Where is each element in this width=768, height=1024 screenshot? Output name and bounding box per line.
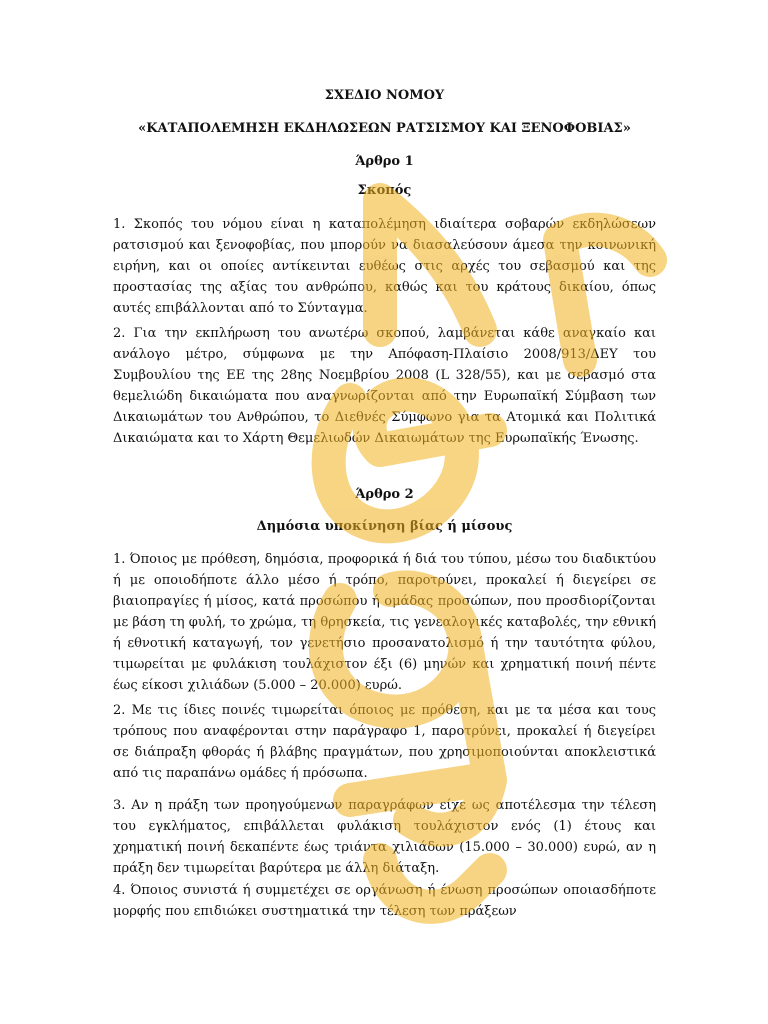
document-page xyxy=(113,0,656,1024)
article-2-paragraph-3: 3. Αν η πράξη των προηγούμενων παραγράφων είχε ως αποτέλεσμα την τέλεση του εγκλήματος, επιβάλλεται φυλάκιση τουλάχιστον ενός (1) έτους και χρηματική ποινή δεκαπέντε έως τριάντα χιλιάδων (15.000 – 30.000) ευρώ, αν η πράξη δεν τιμωρείται βαρύτερα με άλλη διάταξη. xyxy=(113,798,656,876)
article-1-paragraph-2: 2. Για την εκπλήρωση του ανωτέρω σκοπού, λαμβάνεται κάθε αναγκαίο και ανάλογο μέτρο, σύμφωνα με την Απόφαση-Πλαίσιο 2008/913/ΔΕΥ του Συμβουλίου της ΕΕ της 28ης Νοεμβρίου 2008 (L 328/55), και με σεβασμό στα θεμελιώδη δικαιώματα που αναγνωρίζονται από την Ευρωπαϊκή Σύμβαση των Δικαιωμάτων του Ανθρώπου, το Διεθνές Σύμφωνο για τα Ατομικά και Πολιτικά Δικαιώματα και το Χάρτη Θεμελιωδών Δικαιωμάτων της Ευρωπαϊκής Ένωσης. xyxy=(113,326,656,446)
article-1-heading: Άρθρο 1 xyxy=(355,154,414,169)
article-2-paragraph-4: 4. Όποιος συνιστά ή συμμετέχει σε οργάνωση ή ένωση προσώπων οποιασδήποτε μορφής που επιδιώκει συστηματικά την τέλεση των πράξεων xyxy=(113,883,656,919)
article-2-subheading: Δημόσια υποκίνηση βίας ή μίσους xyxy=(256,519,513,534)
document-title: ΣΧΕΔΙΟ ΝΟΜΟΥ xyxy=(324,88,445,103)
article-1-paragraph-1: 1. Σκοπός του νόμου είναι η καταπολέμηση ιδιαίτερα σοβαρών εκδηλώσεων ρατσισμού και ξενοφοβίας, που μπορούν να διασαλεύσουν άμεσα την κοινωνική ειρήνη, και οι οποίες αντίκεινται ευθέως στις αρχές του σεβασμού και της προστασίας της αξίας του ανθρώπου, καθώς και του κράτους δικαίου, όπως αυτές επιβάλλονται από το Σύνταγμα. xyxy=(113,217,656,316)
article-2-heading: Άρθρο 2 xyxy=(355,487,414,502)
article-1-subheading: Σκοπός xyxy=(357,183,412,198)
article-2-paragraph-2: 2. Με τις ίδιες ποινές τιμωρείται όποιος με πρόθεση, και με τα μέσα και τους τρόπους που αναφέρονται στην παράγραφο 1, παροτρύνει, προκαλεί ή διεγείρει σε διάπραξη φθοράς ή βλάβης πραγμάτων, που χρησιμοποιούνται αποκλειστικά από τις παραπάνω ομάδες ή πρόσωπα. xyxy=(113,703,656,781)
document-subtitle: «ΚΑΤΑΠΟΛΕΜΗΣΗ ΕΚΔΗΛΩΣΕΩΝ ΡΑΤΣΙΣΜΟΥ ΚΑΙ ΞΕΝΟΦΟΒΙΑΣ» xyxy=(138,121,631,136)
article-2-paragraph-1: 1. Όποιος με πρόθεση, δημόσια, προφορικά ή διά του τύπου, μέσω του διαδικτύου ή με οποιοδήποτε άλλο μέσο ή τρόπο, παροτρύνει, προκαλεί ή διεγείρει σε βιαιοπραγίες ή μίσος, κατά προσώπου ή ομάδας προσώπων, που προσδιορίζονται με βάση τη φυλή, το χρώμα, τη θρησκεία, τις γενεαλογικές καταβολές, την εθνική ή εθνοτική καταγωγή, τον γενετήσιο προσανατολισμό ή την ταυτότητα φύλου, τιμωρείται με φυλάκιση τουλάχιστον έξι (6) μηνών και χρηματική ποινή πέντε έως είκοσι χιλιάδων (5.000 – 20.000) ευρώ. xyxy=(113,552,656,693)
